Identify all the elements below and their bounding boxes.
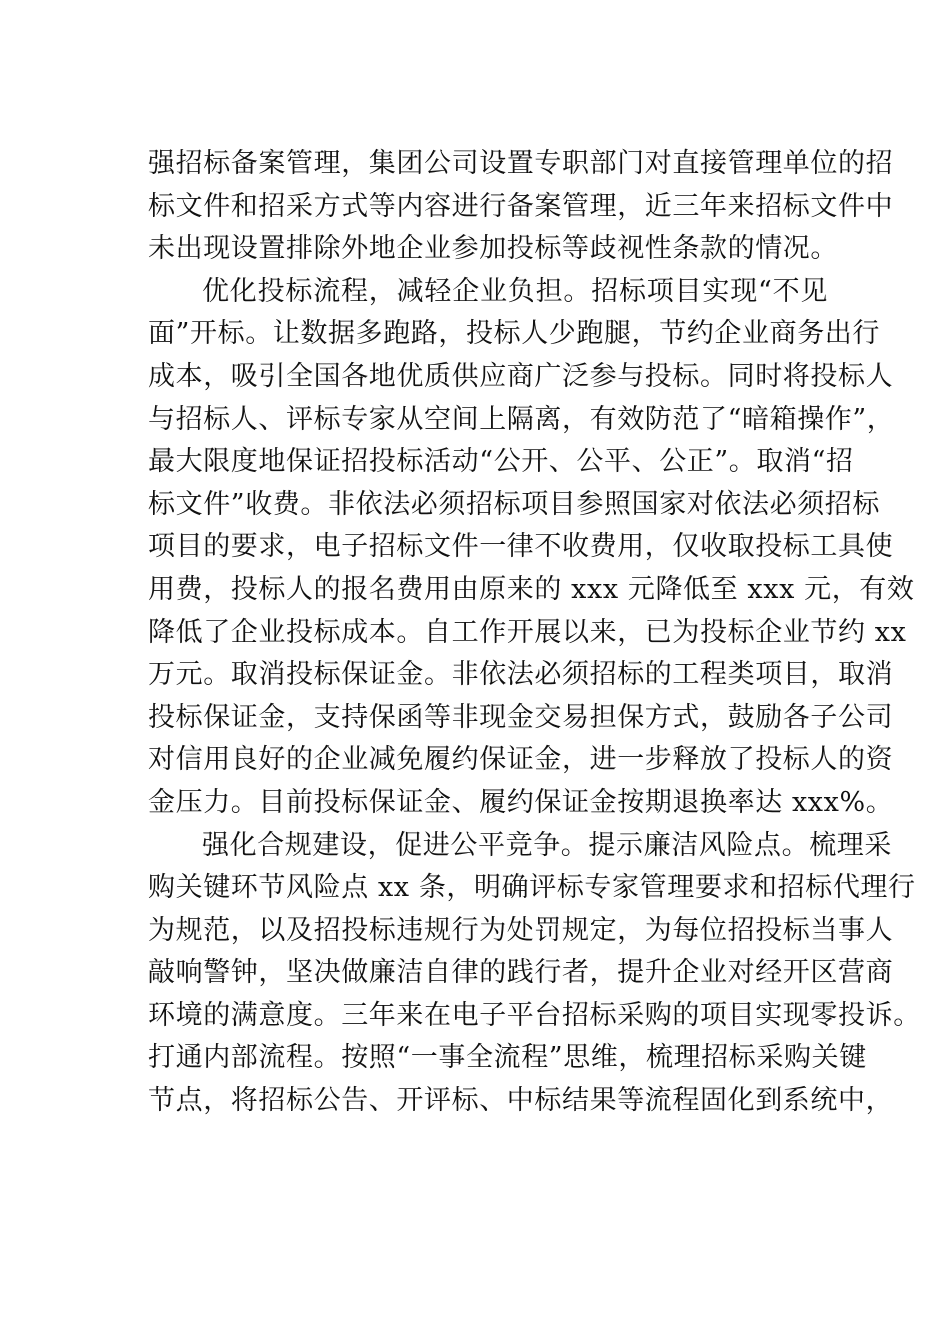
paragraph-line: 项目的要求，电子招标文件一律不收费用，仅收取投标工具使 [148,531,894,563]
paragraph-line: 对信用良好的企业减免履约保证金，进一步释放了投标人的资 [148,744,894,776]
paragraph-line: 购关键环节风险点 xx 条，明确评标专家管理要求和招标代理行 [148,872,916,904]
paragraph-line: 最大限度地保证招投标活动“公开、公平、公正”。取消“招 [148,446,854,478]
paragraph-line: 面”开标。让数据多跑路，投标人少跑腿，节约企业商务出行 [148,318,881,350]
paragraph-line: 环境的满意度。三年来在电子平台招标采购的项目实现零投诉。 [148,999,921,1031]
paragraph-line: 万元。取消投标保证金。非依法必须招标的工程类项目，取消 [148,659,894,691]
paragraph-line: 节点，将招标公告、开评标、中标结果等流程固化到系统中， [148,1085,894,1117]
paragraph-line: 强招标备案管理，集团公司设置专职部门对直接管理单位的招 [148,148,894,179]
paragraph-line: 成本，吸引全国各地优质供应商广泛参与投标。同时将投标人 [148,360,894,392]
paragraph-line: 与招标人、评标专家从空间上隔离，有效防范了“暗箱操作”， [148,403,895,435]
paragraph-line: 降低了企业投标成本。自工作开展以来，已为投标企业节约 xx [148,616,907,648]
paragraph-line: 为规范，以及招投标违规行为处罚规定，为每位招投标当事人 [148,914,894,946]
paragraph-line: 强化合规建设，促进公平竞争。提示廉洁风险点。梳理采 [202,829,892,861]
paragraph-line: 标文件”收费。非依法必须招标项目参照国家对依法必须招标 [148,488,881,520]
paragraph-line: 金压力。目前投标保证金、履约保证金按期退换率达 xxx%。 [148,786,894,818]
paragraph-line: 未出现设置排除外地企业参加投标等歧视性条款的情况。 [148,233,838,265]
paragraph-line: 标文件和招采方式等内容进行备案管理，近三年来招标文件中 [148,190,894,222]
paragraph-line: 投标保证金，支持保函等非现金交易担保方式，鼓励各子公司 [148,701,894,733]
paragraph-line: 优化投标流程，减轻企业负担。招标项目实现“不见 [202,275,828,307]
body-text [148,143,921,1123]
paragraph-line: 用费，投标人的报名费用由原来的 xxx 元降低至 xxx 元，有效 [148,573,915,605]
paragraph-line: 敲响警钟，坚决做廉洁自律的践行者，提升企业对经开区营商 [148,957,894,989]
paragraph-line: 打通内部流程。按照“一事全流程”思维，梳理招标采购关键 [148,1042,867,1074]
